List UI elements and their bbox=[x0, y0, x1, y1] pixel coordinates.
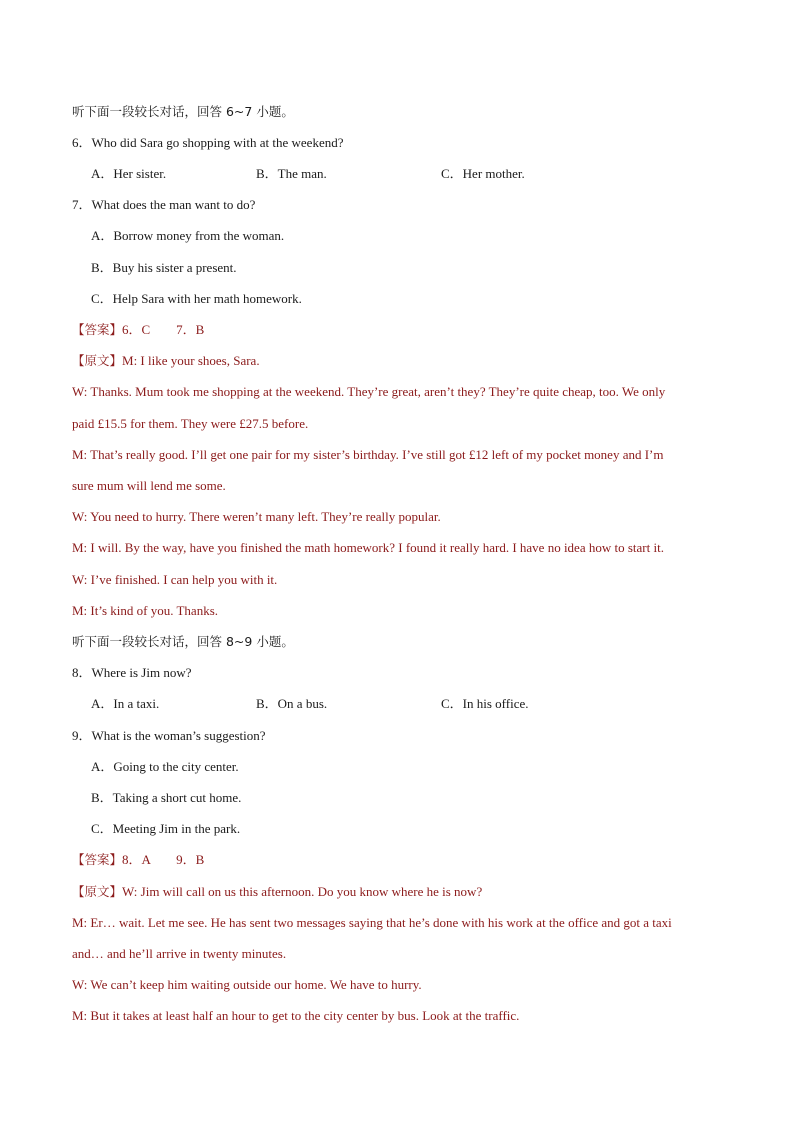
q8-option-c: C．In his office. bbox=[441, 696, 529, 711]
transcript-line: M: That’s really good. I’ll get one pair for my sister’s birthday. I’ve still got £12 left of my pocket money and I’m bbox=[72, 447, 664, 462]
section-header: 听下面一段较长对话，回答 8~9 小题。 bbox=[72, 634, 294, 649]
section-header: 听下面一段较长对话，回答 6~7 小题。 bbox=[72, 104, 294, 119]
transcript-line: sure mum will lend me some. bbox=[72, 478, 226, 493]
answer-line bbox=[72, 322, 204, 338]
question-8: 8．Where is Jim now? bbox=[72, 665, 192, 680]
transcript-line: M: Er… wait. Let me see. He has sent two messages saying that he’s done with his work at the office and got a taxi bbox=[72, 915, 672, 930]
answer-label: 【答案】 bbox=[72, 852, 123, 867]
transcript-text: M: I like your shoes, Sara. bbox=[122, 353, 260, 368]
transcript-line: W: Thanks. Mum took me shopping at the weekend. They’re great, aren’t they? They’re quite cheap, too. We only bbox=[72, 384, 666, 399]
transcript-line: M: It’s kind of you. Thanks. bbox=[72, 603, 219, 618]
q8-option-a: A．In a taxi. bbox=[91, 696, 160, 711]
answer-text: 6．C 7．B bbox=[122, 322, 205, 337]
transcript-label: 【原文】 bbox=[72, 884, 123, 899]
q9-option-b: B．Taking a short cut home. bbox=[91, 790, 242, 805]
q6-option-c: C．Her mother. bbox=[441, 166, 525, 181]
transcript-text: W: Jim will call on us this afternoon. Do you know where he is now? bbox=[122, 884, 483, 899]
transcript-first-line bbox=[72, 353, 260, 369]
transcript-line: W: We can’t keep him waiting outside our home. We have to hurry. bbox=[72, 977, 422, 992]
question-6: 6．Who did Sara go shopping with at the weekend? bbox=[72, 135, 344, 150]
transcript-line: M: But it takes at least half an hour to get to the city center by bus. Look at the traffic. bbox=[72, 1008, 520, 1023]
transcript-label: 【原文】 bbox=[72, 353, 123, 368]
transcript-first-line bbox=[72, 884, 482, 900]
question-9: 9．What is the woman’s suggestion? bbox=[72, 728, 266, 743]
answer-label: 【答案】 bbox=[72, 322, 123, 337]
q7-option-a: A．Borrow money from the woman. bbox=[91, 228, 285, 243]
question-7: 7．What does the man want to do? bbox=[72, 197, 256, 212]
q9-option-c: C．Meeting Jim in the park. bbox=[91, 821, 241, 836]
q6-option-b: B．The man. bbox=[256, 166, 327, 181]
transcript-line: W: You need to hurry. There weren’t many left. They’re really popular. bbox=[72, 509, 441, 524]
answer-line bbox=[72, 852, 204, 868]
transcript-line: and… and he’ll arrive in twenty minutes. bbox=[72, 946, 287, 961]
transcript-line: paid £15.5 for them. They were £27.5 before. bbox=[72, 416, 309, 431]
q9-option-a: A．Going to the city center. bbox=[91, 759, 239, 774]
transcript-line: W: I’ve finished. I can help you with it. bbox=[72, 572, 278, 587]
q7-option-c: C．Help Sara with her math homework. bbox=[91, 291, 302, 306]
q6-option-a: A．Her sister. bbox=[91, 166, 167, 181]
answer-text: 8．A 9．B bbox=[122, 852, 205, 867]
q7-option-b: B．Buy his sister a present. bbox=[91, 260, 237, 275]
q8-option-b: B．On a bus. bbox=[256, 696, 328, 711]
transcript-line: M: I will. By the way, have you finished the math homework? I found it really hard. I have no idea how to start it. bbox=[72, 540, 664, 555]
